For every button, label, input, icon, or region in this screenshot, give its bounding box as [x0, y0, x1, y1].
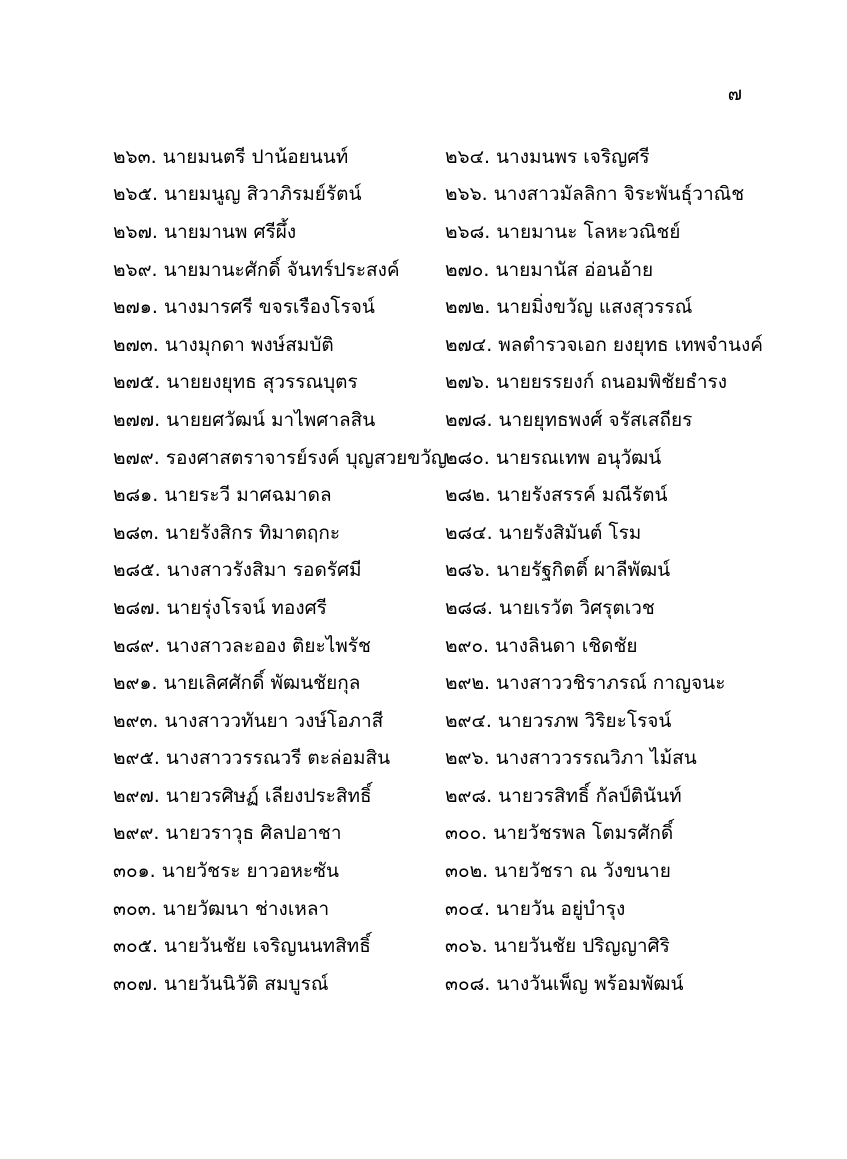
- list-item: ๒๙๒. นางสาววชิราภรณ์ กาญจนะ: [445, 672, 726, 695]
- list-item: ๒๖๕. นายมนูญ สิวาภิรมย์รัตน์: [113, 183, 362, 206]
- list-row: [113, 815, 773, 853]
- list-item: ๒๗๘. นายยุทธพงศ์ จรัสเสถียร: [445, 408, 693, 431]
- list-item: ๓๐๖. นายวันชัย ปริญญาศิริ: [445, 935, 670, 958]
- list-row: [113, 176, 773, 214]
- list-row: [113, 326, 773, 364]
- list-row: [113, 702, 773, 740]
- list-item: ๓๐๒. นายวัชรา ณ วังขนาย: [445, 860, 671, 883]
- list-item: ๒๘๖. นายรัฐกิตติ์ ผาลีพัฒน์: [445, 559, 671, 582]
- list-item: ๒๙๙. นายวราวุธ ศิลปอาชา: [113, 822, 342, 845]
- list-row: [113, 965, 773, 1003]
- list-row: [113, 740, 773, 778]
- page-number: ๗: [727, 83, 742, 105]
- list-item: ๒๙๗. นายวรศิษฏ์ เลียงประสิทธิ์: [113, 784, 372, 807]
- list-row: [113, 213, 773, 251]
- list-item: ๒๗๗. นายยศวัฒน์ มาไพศาลสิน: [113, 408, 376, 431]
- list-item: ๒๙๖. นางสาววรรณวิภา ไม้สน: [445, 747, 697, 770]
- list-item: ๒๘๒. นายรังสรรค์ มณีรัตน์: [445, 484, 668, 507]
- list-item: ๒๗๑. นางมารศรี ขจรเรืองโรจน์: [113, 296, 375, 319]
- list-item: ๒๗๙. รองศาสตราจารย์รงค์ บุญสวยขวัญ: [113, 446, 448, 469]
- list-item: ๒๙๓. นางสาววทันยา วงษ์โอภาสี: [113, 709, 384, 732]
- list-item: ๒๘๓. นายรังสิกร ทิมาตฤกะ: [113, 521, 341, 544]
- list-row: [113, 364, 773, 402]
- list-item: ๒๖๙. นายมานะศักดิ์ จันทร์ประสงค์: [113, 258, 400, 281]
- list-item: ๒๘๙. นางสาวละออง ติยะไพรัช: [113, 634, 371, 657]
- list-row: [113, 589, 773, 627]
- list-row: [113, 627, 773, 665]
- list-row: [113, 552, 773, 590]
- list-item: ๒๖๓. นายมนตรี ปาน้อยนนท์: [113, 145, 349, 168]
- list-row: [113, 514, 773, 552]
- list-row: [113, 890, 773, 928]
- list-item: ๓๐๑. นายวัชระ ยาวอหะซัน: [113, 860, 340, 883]
- list-item: ๒๖๖. นางสาวมัลลิกา จิระพันธุ์วาณิช: [445, 183, 745, 206]
- list-item: ๒๘๐. นายรณเทพ อนุวัฒน์: [445, 446, 662, 469]
- list-item: ๒๗๔. พลตำรวจเอก ยงยุทธ เทพจำนงค์: [445, 333, 763, 356]
- list-item: ๓๐๐. นายวัชรพล โตมรศักดิ์: [445, 822, 674, 845]
- list-row: [113, 664, 773, 702]
- list-item: ๒๗๒. นายมิ่งขวัญ แสงสุวรรณ์: [445, 296, 693, 319]
- list-item: ๒๘๔. นายรังสิมันต์ โรม: [445, 521, 642, 544]
- list-row: [113, 401, 773, 439]
- list-item: ๒๘๗. นายรุ่งโรจน์ ทองศรี: [113, 596, 327, 619]
- list-row: [113, 927, 773, 965]
- list-row: [113, 288, 773, 326]
- list-item: ๒๖๗. นายมานพ ศรีผึ้ง: [113, 220, 297, 243]
- list-item: ๓๐๘. นางวันเพ็ญ พร้อมพัฒน์: [445, 972, 684, 995]
- list-row: [113, 852, 773, 890]
- list-item: ๒๖๔. นางมนพร เจริญศรี: [445, 145, 650, 168]
- list-item: ๒๗๖. นายยรรยงก์ ถนอมพิชัยธำรง: [445, 371, 727, 394]
- list-row: [113, 251, 773, 289]
- list-item: ๒๘๕. นางสาวรังสิมา รอดรัศมี: [113, 559, 362, 582]
- list-item: ๒๙๕. นางสาววรรณวรี ตะล่อมสิน: [113, 747, 391, 770]
- list-item: ๒๗๓. นางมุกดา พงษ์สมบัติ: [113, 333, 334, 356]
- list-item: ๒๙๘. นายวรสิทธิ์ กัลป์ตินันท์: [445, 784, 682, 807]
- list-item: ๓๐๗. นายวันนิวัติ สมบูรณ์: [113, 972, 329, 995]
- list-item: ๒๖๘. นายมานะ โลหะวณิชย์: [445, 220, 681, 243]
- list-item: ๒๘๘. นายเรวัต วิศรุตเวช: [445, 596, 655, 619]
- list-item: ๒๙๐. นางลินดา เชิดชัย: [445, 634, 638, 657]
- list-item: ๓๐๓. นายวัฒนา ช่างเหลา: [113, 897, 330, 920]
- list-row: [113, 777, 773, 815]
- name-list: [113, 138, 773, 1003]
- list-item: ๒๗๐. นายมานัส อ่อนอ้าย: [445, 258, 654, 281]
- list-item: ๒๙๑. นายเลิศศักดิ์ พัฒนชัยกุล: [113, 672, 361, 695]
- list-item: ๒๘๑. นายระวี มาศฉมาดล: [113, 484, 332, 507]
- list-row: [113, 439, 773, 477]
- list-item: ๒๙๔. นายวรภพ วิริยะโรจน์: [445, 709, 672, 732]
- list-row: [113, 476, 773, 514]
- list-row: [113, 138, 773, 176]
- list-item: ๒๗๕. นายยงยุทธ สุวรรณบุตร: [113, 371, 358, 394]
- list-item: ๓๐๔. นายวัน อยู่บำรุง: [445, 897, 626, 920]
- list-item: ๓๐๕. นายวันชัย เจริญนนทสิทธิ์: [113, 935, 371, 958]
